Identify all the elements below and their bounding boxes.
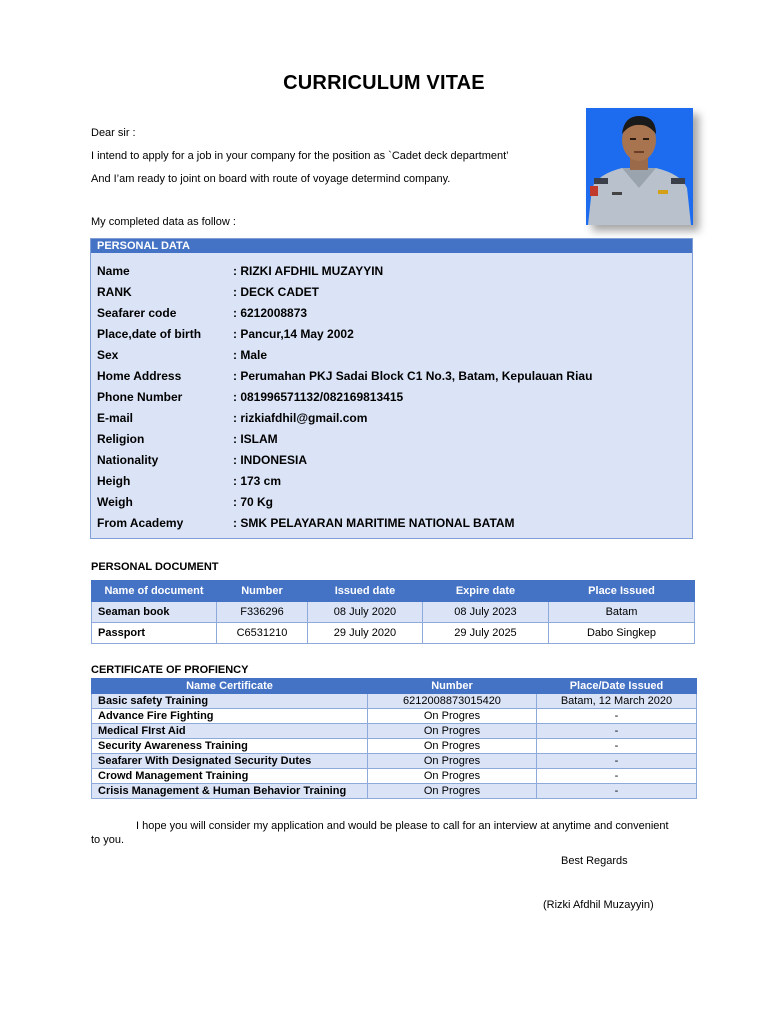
- column-header: Number: [368, 679, 537, 694]
- personal-data-label: Phone Number: [97, 390, 183, 404]
- closing-line-2: to you.: [91, 834, 125, 846]
- table-cell: Security Awareness Training: [92, 739, 368, 754]
- table-cell: 29 July 2025: [423, 623, 549, 644]
- table-header-row: [92, 679, 697, 694]
- table-row: [92, 709, 697, 724]
- personal-data-value: : RIZKI AFDHIL MUZAYYIN: [233, 264, 384, 278]
- table-cell: -: [537, 784, 697, 799]
- table-cell: On Progres: [368, 739, 537, 754]
- personal-data-label: Weigh: [97, 495, 133, 509]
- table-cell: -: [537, 769, 697, 784]
- table-header-row: [92, 581, 695, 602]
- table-cell: 6212008873015420: [368, 694, 537, 709]
- table-cell: -: [537, 739, 697, 754]
- best-regards: Best Regards: [561, 855, 628, 867]
- column-header: Expire date: [423, 581, 549, 602]
- table-row: [92, 769, 697, 784]
- personal-data-label: Seafarer code: [97, 306, 177, 320]
- personal-data-value: : Perumahan PKJ Sadai Block C1 No.3, Batam, Kepulauan Riau: [233, 369, 593, 383]
- intro-line-3: My completed data as follow :: [91, 216, 236, 228]
- personal-data-panel: [90, 238, 693, 539]
- table-cell: On Progres: [368, 724, 537, 739]
- table-cell: Seafarer With Designated Security Dutes: [92, 754, 368, 769]
- personal-data-value: : Male: [233, 348, 268, 362]
- table-cell: Passport: [92, 623, 217, 644]
- personal-data-value: : 081996571132/082169813415: [233, 390, 404, 404]
- table-cell: -: [537, 754, 697, 769]
- column-header: Name Certificate: [92, 679, 368, 694]
- personal-data-label: E-mail: [97, 411, 134, 425]
- table-cell: Crisis Management & Human Behavior Training: [92, 784, 368, 799]
- certificate-title: CERTIFICATE OF PROFIENCY: [91, 664, 249, 676]
- column-header: Name of document: [92, 581, 217, 602]
- personal-data-label: Sex: [97, 348, 119, 362]
- table-cell: Batam, 12 March 2020: [537, 694, 697, 709]
- column-header: Issued date: [308, 581, 423, 602]
- profile-photo: [586, 108, 693, 225]
- personal-data-value: : 173 cm: [233, 474, 282, 488]
- personal-data-label: From Academy: [97, 516, 184, 530]
- table-cell: 08 July 2023: [423, 602, 549, 623]
- page-title: CURRICULUM VITAE: [283, 72, 485, 94]
- table-cell: Seaman book: [92, 602, 217, 623]
- table-row: [92, 694, 697, 709]
- table-row: [92, 739, 697, 754]
- table-cell: Medical FIrst Aid: [92, 724, 368, 739]
- table-cell: Crowd Management Training: [92, 769, 368, 784]
- table-cell: On Progres: [368, 709, 537, 724]
- certificate-table: [91, 678, 697, 799]
- personal-data-value: : INDONESIA: [233, 453, 308, 467]
- table-cell: Basic safety Training: [92, 694, 368, 709]
- table-cell: -: [537, 724, 697, 739]
- personal-data-value: : ISLAM: [233, 432, 278, 446]
- personal-document-title: PERSONAL DOCUMENT: [91, 561, 219, 573]
- table-cell: 29 July 2020: [308, 623, 423, 644]
- table-row: [92, 623, 695, 644]
- personal-data-label: Name: [97, 264, 130, 278]
- table-row: [92, 784, 697, 799]
- table-cell: Batam: [549, 602, 695, 623]
- table-cell: 08 July 2020: [308, 602, 423, 623]
- personal-data-value: : SMK PELAYARAN MARITIME NATIONAL BATAM: [233, 516, 515, 530]
- table-cell: C6531210: [217, 623, 308, 644]
- table-cell: -: [537, 709, 697, 724]
- table-cell: Dabo Singkep: [549, 623, 695, 644]
- personal-data-value: : DECK CADET: [233, 285, 319, 299]
- personal-document-table: [91, 580, 695, 644]
- personal-data-label: Religion: [97, 432, 145, 446]
- signature-name: (Rizki Afdhil Muzayyin): [543, 899, 654, 911]
- personal-data-label: Nationality: [97, 453, 159, 467]
- table-cell: On Progres: [368, 769, 537, 784]
- greeting: Dear sir :: [91, 127, 136, 139]
- personal-data-value: : Pancur,14 May 2002: [233, 327, 354, 341]
- personal-data-value: : 6212008873: [233, 306, 308, 320]
- table-cell: F336296: [217, 602, 308, 623]
- table-cell: On Progres: [368, 754, 537, 769]
- personal-data-label: Place,date of birth: [97, 327, 202, 341]
- closing-line-1: I hope you will consider my application and would be please to call for an interview at anytime and convenient: [136, 820, 669, 832]
- intro-line-1: I intend to apply for a job in your company for the position as `Cadet deck department’: [91, 150, 509, 162]
- table-cell: Advance Fire Fighting: [92, 709, 368, 724]
- personal-data-label: Heigh: [97, 474, 131, 488]
- column-header: Number: [217, 581, 308, 602]
- personal-data-label: Home Address: [97, 369, 182, 383]
- personal-data-header: PERSONAL DATA: [91, 239, 692, 253]
- personal-data-value: : rizkiafdhil@gmail.com: [233, 411, 368, 425]
- table-row: [92, 724, 697, 739]
- intro-line-2: And I’am ready to joint on board with route of voyage determind company.: [91, 173, 451, 185]
- personal-data-value: : 70 Kg: [233, 495, 274, 509]
- column-header: Place/Date Issued: [537, 679, 697, 694]
- personal-data-label: RANK: [97, 285, 132, 299]
- table-row: [92, 754, 697, 769]
- column-header: Place Issued: [549, 581, 695, 602]
- table-row: [92, 602, 695, 623]
- table-cell: On Progres: [368, 784, 537, 799]
